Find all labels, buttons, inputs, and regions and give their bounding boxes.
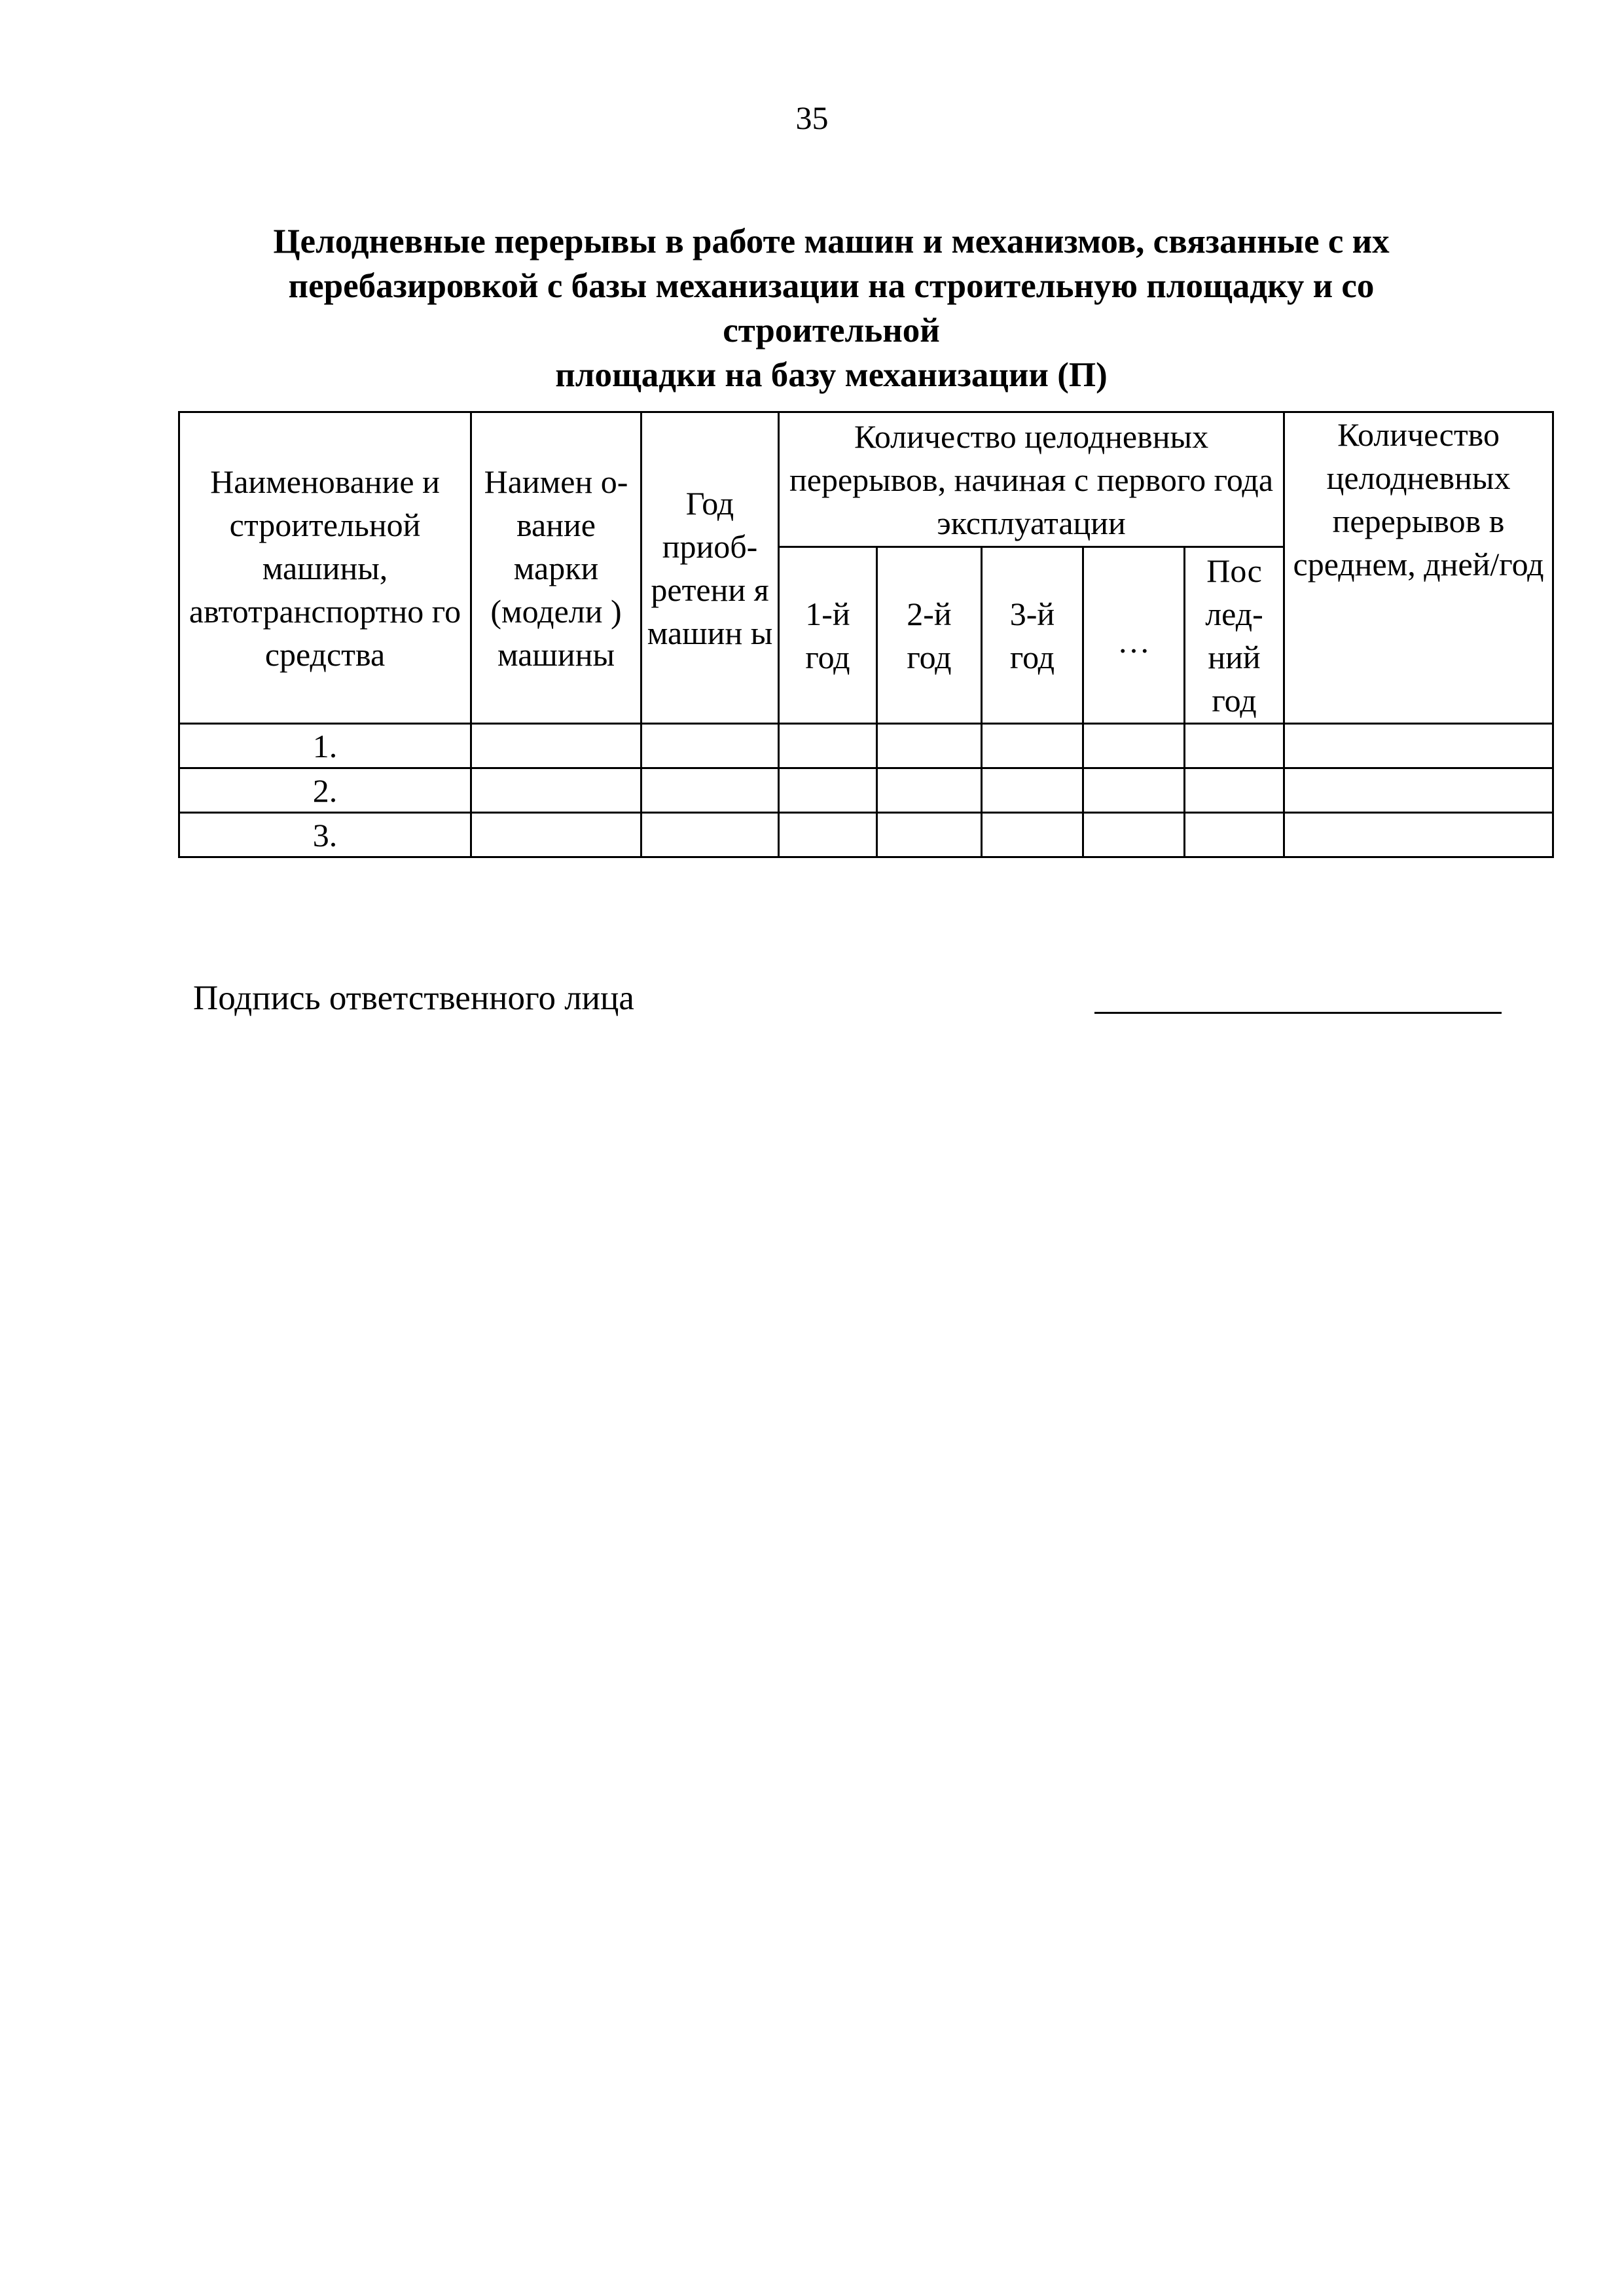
year-2-cell (877, 724, 982, 768)
header-breaks-group-text: Количество целодневных перерывов, начиная с первого года эксплуатации (789, 418, 1274, 541)
header-year-acquired (641, 412, 779, 724)
title-line-2: перебазировкой с базы механизации на строительную площадку и со (288, 267, 1375, 305)
year-acquired-cell (641, 813, 779, 857)
year-1-cell (779, 768, 877, 813)
header-model-text: Наимен о-вание марки (модели ) машины (484, 463, 628, 673)
ellipsis-cell (1083, 724, 1185, 768)
header-year-1 (779, 547, 877, 724)
header-year-3 (982, 547, 1083, 724)
header-last-year-text: Пос лед- ний год (1205, 552, 1263, 719)
year-3-cell (982, 768, 1083, 813)
year-3-cell (982, 813, 1083, 857)
header-year-2-text: 2-й год (907, 595, 952, 675)
breaks-table (178, 411, 1554, 858)
year-1-cell (779, 724, 877, 768)
header-average-text: Количество целодневных перерывов в среднем, дней/год (1293, 416, 1544, 583)
signature-label: Подпись ответственного лица (193, 979, 634, 1017)
title-line-1: Целодневные перерывы в работе машин и механизмов, связанные с их (273, 223, 1390, 260)
model-cell (471, 768, 641, 813)
header-year-3-text: 3-й год (1009, 595, 1055, 675)
ellipsis-cell (1083, 813, 1185, 857)
year-2-cell (877, 768, 982, 813)
row-number-cell: 2. (179, 768, 471, 813)
average-cell (1284, 724, 1553, 768)
ellipsis-cell (1083, 768, 1185, 813)
header-machine-name (179, 412, 471, 724)
last-year-cell (1185, 768, 1284, 813)
table-row (179, 768, 1553, 813)
year-acquired-cell (641, 724, 779, 768)
average-cell (1284, 813, 1553, 857)
header-model (471, 412, 641, 724)
table-row (179, 724, 1553, 768)
model-cell (471, 724, 641, 768)
page-number: 35 (795, 99, 829, 136)
header-year-acquired-text: Год приоб- ретени я машин ы (647, 484, 773, 651)
year-acquired-cell (641, 768, 779, 813)
document-title (190, 219, 1473, 397)
row-number-cell: 3. (179, 813, 471, 857)
title-line-3: строительной (723, 312, 940, 350)
model-cell (471, 813, 641, 857)
last-year-cell (1185, 813, 1284, 857)
last-year-cell (1185, 724, 1284, 768)
row-number-cell: 1. (179, 724, 471, 768)
header-year-2 (877, 547, 982, 724)
header-machine-name-text: Наименование и строительной машины, автотранспортно го средства (189, 463, 461, 673)
header-ellipsis-text: … (1117, 622, 1150, 660)
title-line-4: площадки на базу механизации (П) (555, 356, 1108, 394)
year-3-cell (982, 724, 1083, 768)
signature-line (1094, 1012, 1502, 1014)
header-ellipsis (1083, 547, 1185, 724)
header-average (1284, 412, 1553, 724)
average-cell (1284, 768, 1553, 813)
header-year-1-text: 1-й год (805, 595, 850, 675)
year-2-cell (877, 813, 982, 857)
table-row (179, 813, 1553, 857)
year-1-cell (779, 813, 877, 857)
header-breaks-group (779, 412, 1284, 547)
header-last-year (1185, 547, 1284, 724)
